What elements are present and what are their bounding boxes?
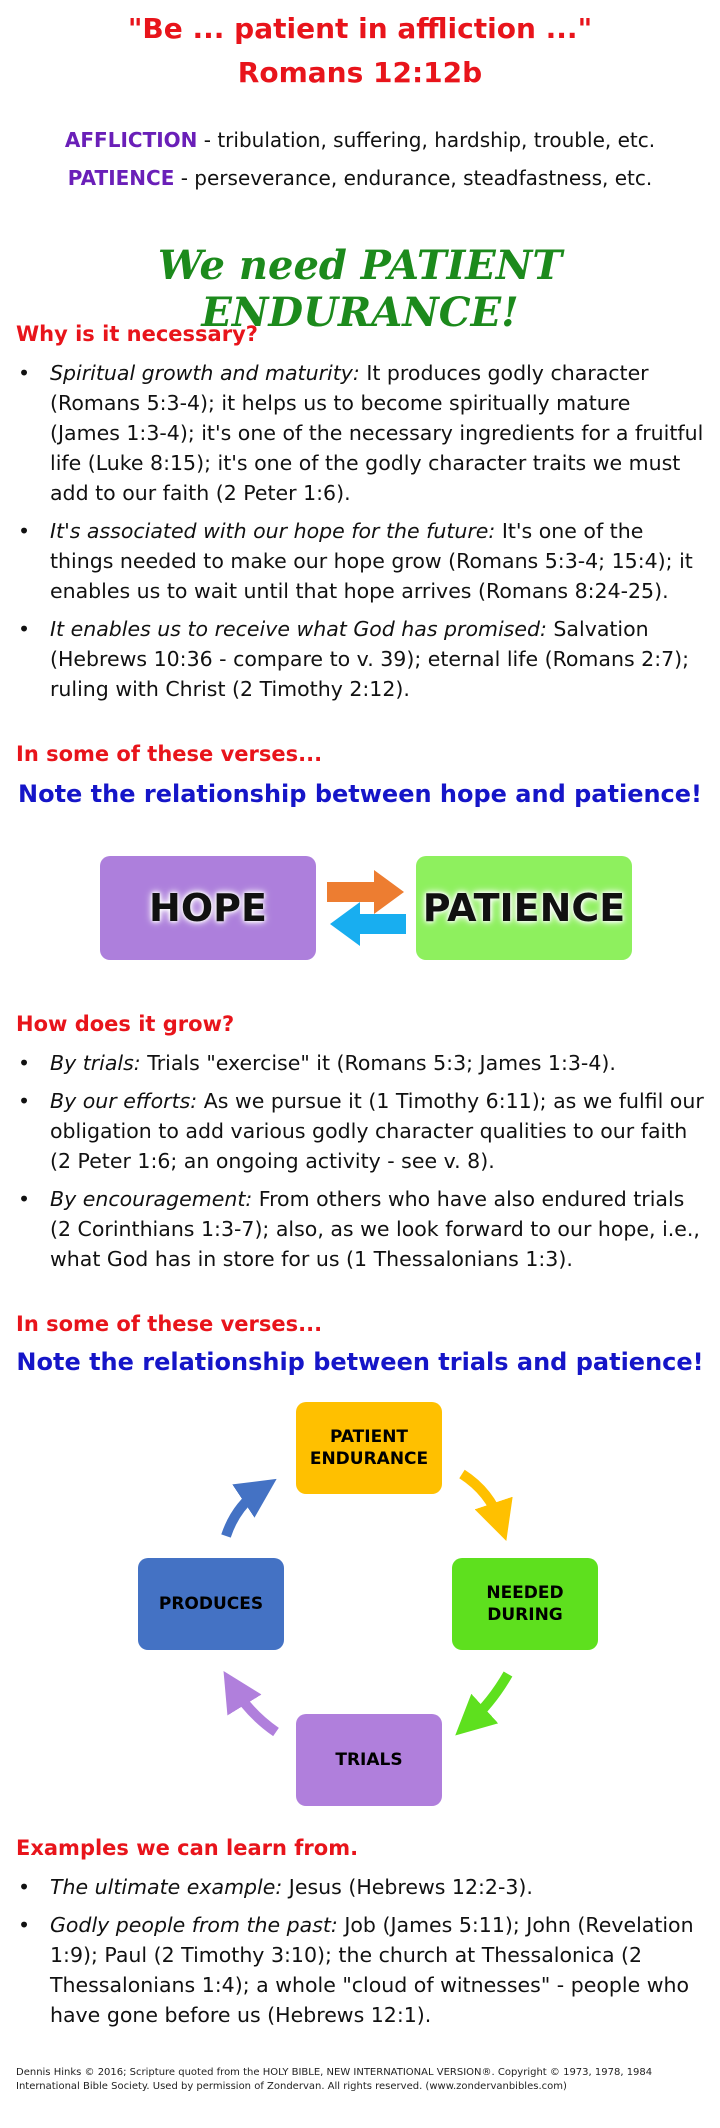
list-item-lead: It's associated with our hope for the future: bbox=[50, 519, 496, 543]
list-item-text: As we pursue it (1 Timothy 6:11); as we fulfil our obligation to add various godly character qualities to our faith (2 Peter 1:6; an ongoing activity - see v. 8). bbox=[50, 1089, 704, 1173]
list-item-text: Job (James 5:11); John (Revelation 1:9); Paul (2 Timothy 3:10); the church at Thessalonica (2 Thessalonians 1:4); a whole "cloud of witnesses" - people who have gone before us (Hebrews 12:1). bbox=[50, 1913, 694, 2027]
list-item-text: It's one of the things needed to make our hope grow (Romans 5:3-4; 15:4); it enables us to wait until that hope arrives (Romans 8:24-25). bbox=[50, 519, 693, 603]
arrow-left-icon bbox=[330, 902, 406, 946]
list-item-text: Salvation (Hebrews 10:36 - compare to v. 39); eternal life (Romans 2:7); ruling with Christ (2 Timothy 2:12). bbox=[50, 617, 690, 701]
cycle-right-line1: NEEDED bbox=[486, 1583, 564, 1603]
term-patience: PATIENCE bbox=[67, 166, 175, 190]
list-item-lead: By encouragement: bbox=[50, 1187, 253, 1211]
cycle-arrows bbox=[200, 1450, 540, 1750]
cycle-left-label: PRODUCES bbox=[158, 1594, 264, 1614]
list-item bbox=[16, 614, 706, 704]
arrow-right-icon bbox=[327, 870, 404, 914]
list-item-lead: Godly people from the past: bbox=[50, 1913, 338, 1937]
patience-label: PATIENCE bbox=[422, 886, 626, 930]
cycle-bottom-label: TRIALS bbox=[335, 1750, 403, 1770]
title-quote: "Be ... patient in affliction ..." bbox=[127, 12, 593, 45]
note-hope-patience: Note the relationship between hope and patience! bbox=[18, 780, 702, 808]
cycle-top-line2: ENDURANCE bbox=[309, 1449, 429, 1469]
cycle-right-line2: DURING bbox=[487, 1605, 563, 1625]
definition-patience-text: - perseverance, endurance, steadfastness, etc. bbox=[174, 166, 653, 190]
hope-patience-arrows bbox=[322, 866, 412, 950]
list-item-lead: Spiritual growth and maturity: bbox=[50, 361, 360, 385]
list-item-text: From others who have also endured trials (2 Corinthians 1:3-7); also, as we look forward to our hope, i.e., what God has in store for us (1 Thessalonians 1:3). bbox=[50, 1187, 700, 1271]
section-heading-grow: How does it grow? bbox=[16, 1012, 235, 1036]
list-item bbox=[16, 1910, 706, 2030]
list-item-text: It produces godly character (Romans 5:3-4); it helps us to become spiritually mature (James 1:3-4); it's one of the necessary ingredients for a fruitful life (Luke 8:15); it's one of the godly character traits we must add to our faith (2 Peter 1:6). bbox=[50, 361, 704, 505]
definition-affliction-text: - tribulation, suffering, hardship, trouble, etc. bbox=[197, 128, 656, 152]
title-reference: Romans 12:12b bbox=[237, 56, 483, 89]
footer-line-1: Dennis Hinks © 2016; Scripture quoted from the HOLY BIBLE, NEW INTERNATIONAL VERSION®. Copyright © 1973, 1978, 1984 bbox=[16, 2067, 653, 2078]
cycle-arrow-top-right-icon bbox=[462, 1474, 500, 1522]
list-item bbox=[16, 1048, 706, 1078]
cycle-arrow-top-left-icon bbox=[226, 1490, 260, 1536]
why-list bbox=[16, 358, 706, 712]
term-affliction: AFFLICTION bbox=[64, 128, 198, 152]
footer-copyright bbox=[16, 2066, 706, 2094]
cycle-top-line1: PATIENT bbox=[329, 1427, 409, 1447]
section-heading-some-1: In some of these verses... bbox=[16, 742, 323, 766]
grow-list bbox=[16, 1048, 706, 1282]
list-item-lead: By our efforts: bbox=[50, 1089, 198, 1113]
note-trials-patience: Note the relationship between trials and patience! bbox=[16, 1348, 704, 1376]
section-heading-why: Why is it necessary? bbox=[16, 322, 258, 346]
cycle-arrow-bottom-right-icon bbox=[470, 1674, 508, 1722]
list-item bbox=[16, 358, 706, 508]
examples-list bbox=[16, 1872, 706, 2038]
list-item-lead: The ultimate example: bbox=[50, 1875, 283, 1899]
list-item bbox=[16, 1184, 706, 1274]
list-item-text: Trials "exercise" it (Romans 5:3; James 1:3-4). bbox=[140, 1051, 616, 1075]
footer-line-2: International Bible Society. Used by permission of Zondervan. All rights reserved. (www.zondervanbibles.com) bbox=[16, 2081, 567, 2092]
definition-affliction bbox=[0, 126, 720, 154]
hope-label: HOPE bbox=[149, 886, 267, 930]
list-item bbox=[16, 1872, 706, 1902]
list-item-lead: By trials: bbox=[50, 1051, 141, 1075]
list-item-lead: It enables us to receive what God has promised: bbox=[50, 617, 547, 641]
section-heading-some-2: In some of these verses... bbox=[16, 1312, 323, 1336]
list-item bbox=[16, 1086, 706, 1176]
section-heading-examples: Examples we can learn from. bbox=[16, 1836, 359, 1860]
list-item-text: Jesus (Hebrews 12:2-3). bbox=[282, 1875, 533, 1899]
definition-patience bbox=[0, 164, 720, 192]
cycle-arrow-bottom-left-icon bbox=[234, 1688, 276, 1732]
banner-heading: We need PATIENT ENDURANCE! bbox=[157, 242, 563, 336]
patience-box bbox=[416, 856, 632, 960]
list-item bbox=[16, 516, 706, 606]
hope-box bbox=[100, 856, 316, 960]
